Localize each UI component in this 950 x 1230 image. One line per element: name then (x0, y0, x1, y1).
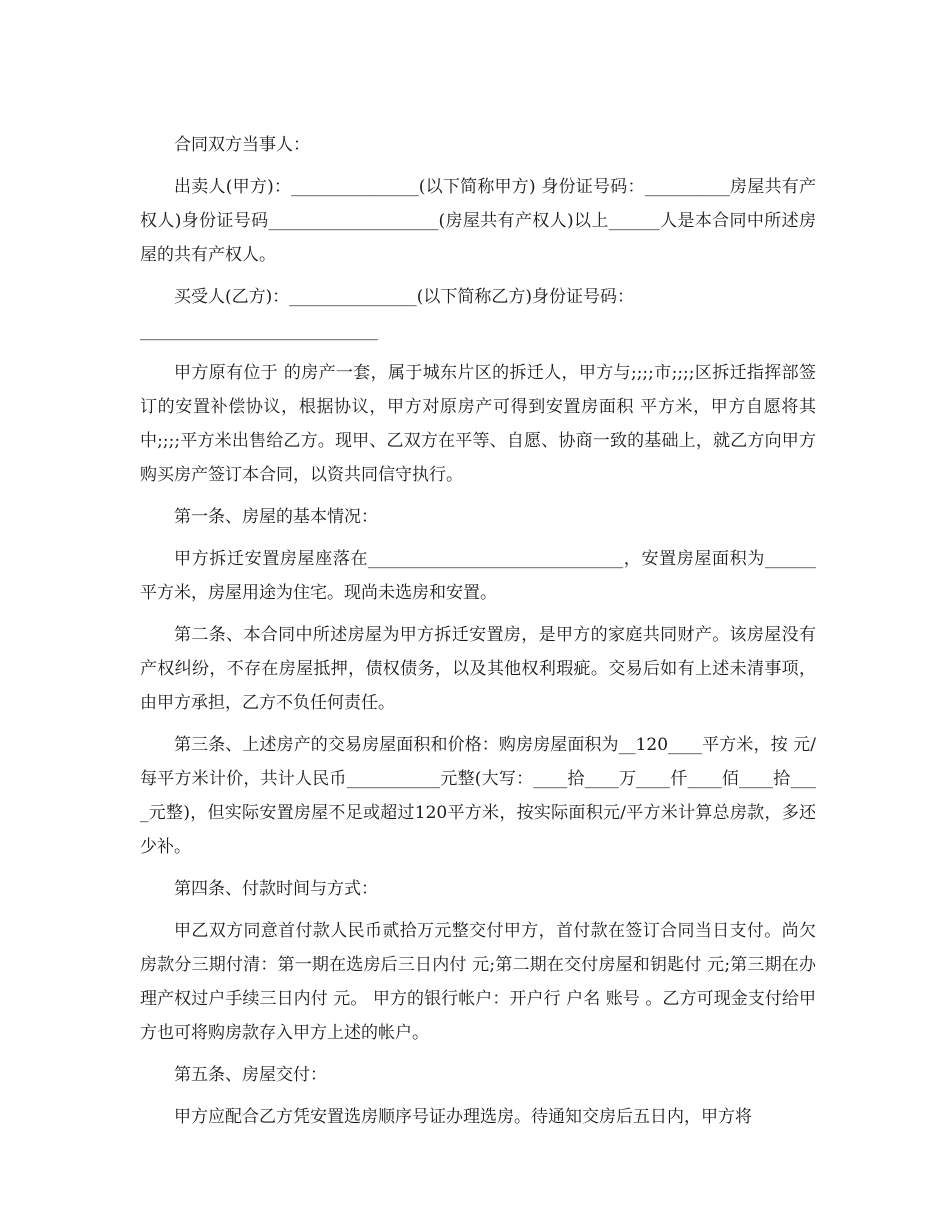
article-2-paragraph: 第二条、本合同中所述房屋为甲方拆迁安置房，是甲方的家庭共同财产。该房屋没有产权纠纷，不存在房屋抵押，债权债务，以及其他权利瑕疵。交易后如有上述未清事项，由甲方承担，乙方不负任何责任。 (140, 625, 816, 713)
article-5-title: 第五条、房屋交付： (174, 1065, 327, 1085)
article-1-body: 甲方拆迁安置房屋座落在______________________________，安置房屋面积为______平方米，房屋用途为住宅。现尚未选房和安置。 (140, 549, 816, 603)
buyer-id-blank-line: ____________________________ (140, 321, 378, 341)
article-3-paragraph: 第三条、上述房产的交易房屋面积和价格：购房房屋面积为__120____平方米，按 元/每平方米计价，共计人民币___________元整(大写：____拾____万____仟____佰____拾____元整)，但实际安置房屋不足或超过120平方米，按实际面积元/平方米计算总房款，多还少补。 (140, 735, 816, 857)
article-5-body: 甲方应配合乙方凭安置选房顺序号证办理选房。待通知交房后五日内，甲方将 (174, 1107, 752, 1127)
seller-party-clause: 出卖人(甲方)：_______________(以下简称甲方) 身份证号码：__________房屋共有产权人)身份证号码____________________(房屋共有产权人)以上______人是本合同中所述房屋的共有产权人。 (140, 177, 816, 265)
article-4-title: 第四条、付款时间与方式： (174, 879, 378, 899)
article-1-title: 第一条、房屋的基本情况： (174, 507, 378, 527)
buyer-party-clause: 买受人(乙方)：_______________(以下简称乙方)身份证号码： (174, 287, 635, 307)
parties-heading: 合同双方当事人： (174, 135, 310, 155)
article-4-body: 甲乙双方同意首付款人民币贰拾万元整交付甲方，首付款在签订合同当日支付。尚欠房款分三期付清：第一期在选房后三日内付 元;第二期在交付房屋和钥匙付 元;第三期在办理产权过户手续三日内付 元。 甲方的银行帐户：开户行 户名 账号 。乙方可现金支付给甲方也可将购房款存入甲方上述的帐户。 (140, 921, 816, 1043)
preamble-paragraph: 甲方原有位于 的房产一套，属于城东片区的拆迁人，甲方与;;;;市;;;;区拆迁指挥部签订的安置补偿协议，根据协议，甲方对原房产可得到安置房面积 平方米，甲方自愿将其中;;;;平方米出售给乙方。现甲、乙双方在平等、自愿、协商一致的基础上，就乙方向甲方购买房产签订本合同，以资共同信守执行。 (140, 363, 816, 485)
contract-body (140, 128, 816, 1142)
